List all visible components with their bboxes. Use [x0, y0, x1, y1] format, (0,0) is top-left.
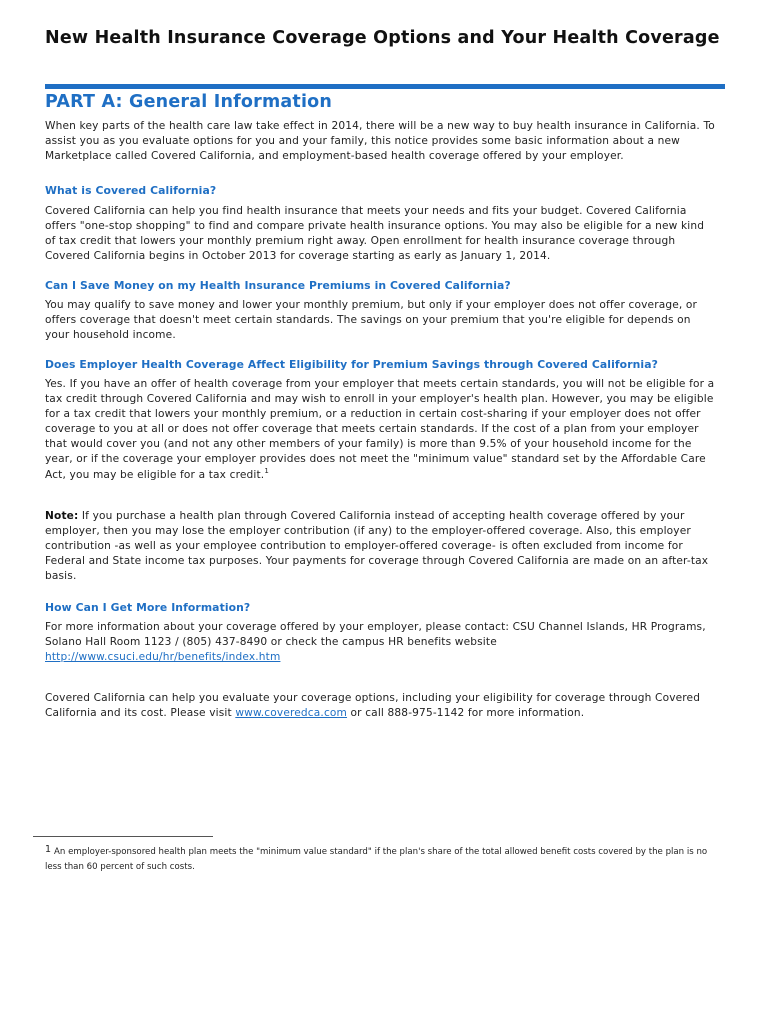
footnote-text: An employer-sponsored health plan meets the "minimum value standard" if the plan's share of the total allowed benefit costs covered by the plan is no less than 60 percent of such costs.: [45, 847, 708, 872]
note-text: If you purchase a health plan through Covered California instead of accepting health coverage offered by your employer, then you may lose the employer contribution (if any) to the employer-offered coverage. Also, this employer contribution -as well as your employee contribution to employer-offered coverage- is often excluded from income for Federal and State income tax purposes. Your payments for coverage through Covered California are made on an after-tax basis.: [45, 510, 709, 583]
hr-benefits-link[interactable]: http://www.csuci.edu/hr/benefits/index.htm: [45, 651, 281, 664]
more-info-text: For more information about your coverage offered by your employer, please contact: CSU Channel Islands, HR Programs, Solano Hall Room 1123 / (805) 437-8490 or check the campus HR benefits website: [45, 621, 706, 649]
save-money-paragraph: You may qualify to save money and lower your monthly premium, but only if your employer does not offer coverage, or offers coverage that doesn't meet certain standards. The savings on your premium that you're eligible for depends on your household income.: [45, 299, 698, 342]
closing-paragraph: [45, 691, 717, 721]
heading-more-information: How Can I Get More Information?: [45, 601, 251, 614]
eligibility-paragraph: [45, 377, 717, 483]
closing-text-after: or call 888-975-1142 for more information.: [347, 707, 585, 720]
footnote-reference[interactable]: 1: [264, 466, 269, 475]
note-paragraph: [45, 509, 717, 584]
eligibility-text: Yes. If you have an offer of health coverage from your employer that meets certain standards, you will not be eligible for a tax credit through Covered California and may wish to enroll in your employer's health plan. However, you may be eligible for a tax credit that lowers your monthly premium, or a reduction in certain cost-sharing if your employer does not offer coverage to you at all or does not offer coverage that meets certain standards. If the cost of a plan from your employer that would cover you (and not any other members of your family) is more than 9.5% of your household income for the year, or if the coverage your employer provides does not meet the "minimum value" standard set by the Affordable Care Act, you may be eligible for a tax credit.: [45, 378, 715, 481]
intro-paragraph: When key parts of the health care law take effect in 2014, there will be a new way to buy health insurance in California. To assist you as you evaluate options for you and your family, this notice provides some basic information about a new Marketplace called Covered California, and employment-based health coverage offered by your employer.: [45, 120, 715, 163]
part-a-title: PART A: General Information: [45, 92, 333, 112]
footnote: [45, 842, 717, 875]
more-info-paragraph: [45, 620, 717, 665]
footnote-number: 1: [45, 844, 52, 855]
closing-text-before: Covered California can help you evaluate your coverage options, including your eligibility for coverage through Covered California and its cost. Please visit: [45, 692, 701, 720]
document-title: New Health Insurance Coverage Options and Your Health Coverage: [45, 28, 720, 48]
coveredca-link[interactable]: www.coveredca.com: [235, 707, 348, 720]
footnote-divider: [33, 836, 213, 837]
note-label: Note:: [45, 510, 79, 522]
heading-save-money: Can I Save Money on my Health Insurance Premiums in Covered California?: [45, 279, 511, 292]
heading-employer-coverage-eligibility: Does Employer Health Coverage Affect Eligibility for Premium Savings through Covered California?: [45, 358, 658, 371]
what-is-paragraph: Covered California can help you find health insurance that meets your needs and fits your budget. Covered California offers "one-stop shopping" to find and compare private health insurance options. You may also be eligible for a new kind of tax credit that lowers your monthly premium right away. Open enrollment for health insurance coverage through Covered California begins in October 2013 for coverage starting as early as January 1, 2014.: [45, 205, 705, 263]
heading-what-is-covered-california: What is Covered California?: [45, 184, 217, 197]
header-divider: [45, 84, 725, 89]
